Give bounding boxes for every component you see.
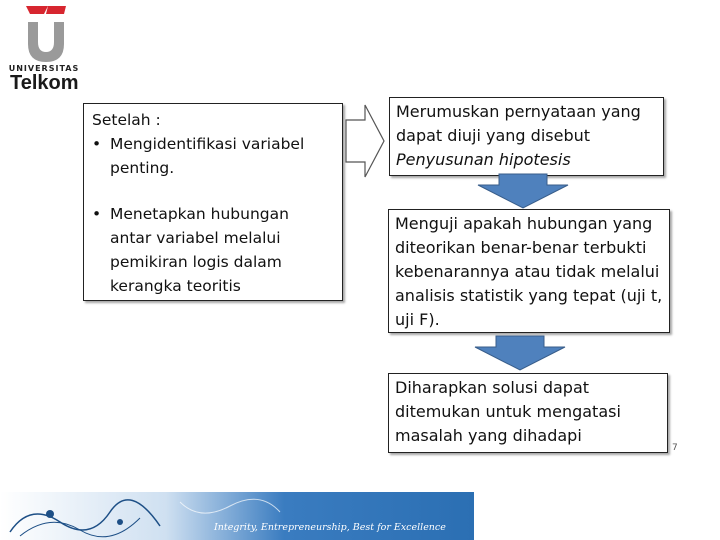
intro-text: Setelah : — [92, 111, 161, 129]
logo-telkom-label: Telkom — [10, 72, 79, 94]
list-item — [92, 132, 334, 180]
testing-box — [388, 209, 670, 333]
bullet-icon: • — [92, 135, 102, 153]
hypothesis-box — [389, 97, 664, 176]
bullet-text: Menetapkan hubungan antar variabel melalui pemikiran logis dalam kerangka teoritis — [110, 205, 289, 295]
testing-text: Menguji apakah hubungan yang diteorikan benar-benar terbukti kebenarannya atau tidak melalui analisis statistik yang tepat (uji t, uji F). — [395, 214, 663, 329]
right-arrow-icon — [345, 104, 385, 178]
bullet-icon: • — [92, 205, 102, 223]
hypothesis-italic-text: Penyusunan hipotesis — [396, 150, 571, 169]
footer-tagline: Integrity, Entrepreneurship, Best for Excellence — [214, 522, 446, 533]
solution-text: Diharapkan solusi dapat ditemukan untuk mengatasi masalah yang dihadapi — [395, 378, 621, 445]
logo-university-label: UNIVERSITAS — [8, 64, 80, 73]
solution-box — [388, 373, 668, 453]
slide-number: 7 — [672, 443, 678, 453]
prerequisites-box — [83, 103, 343, 301]
down-arrow-icon — [477, 173, 569, 209]
hypothesis-text: Merumuskan pernyataan yang dapat diuji yang disebut — [396, 102, 641, 145]
down-arrow-icon — [474, 335, 566, 371]
list-item — [92, 202, 334, 298]
bullet-text: Mengidentifikasi variabel penting. — [110, 135, 305, 177]
